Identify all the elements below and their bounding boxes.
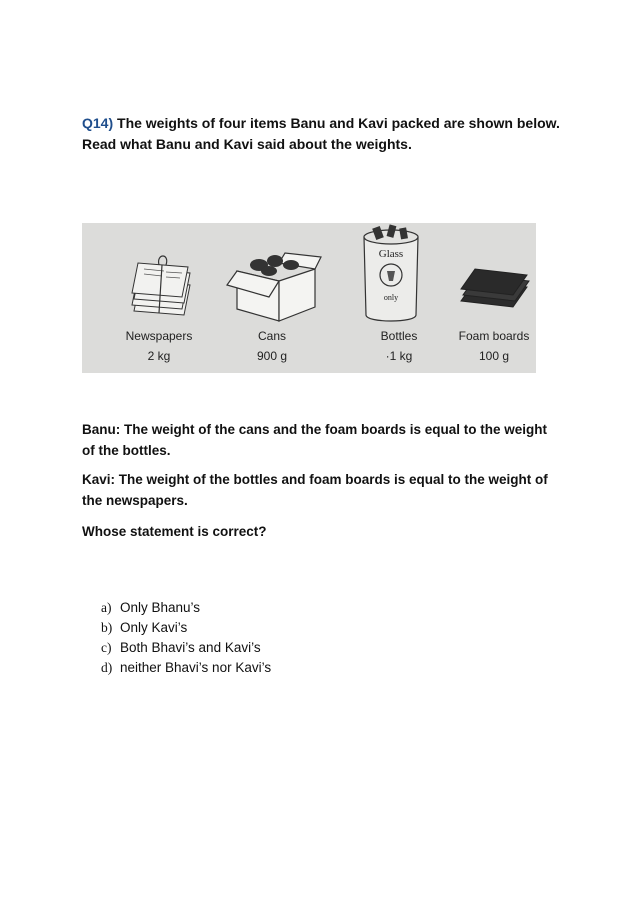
- box-of-cans-icon: [217, 223, 327, 328]
- option-c[interactable]: [101, 638, 271, 658]
- option-letter: d): [101, 660, 113, 675]
- option-letter: c): [101, 640, 112, 655]
- bin-label-bottom: only: [383, 293, 399, 302]
- option-text: Only Kavi’s: [120, 620, 188, 635]
- option-letter: b): [101, 620, 113, 635]
- option-text: Both Bhavi’s and Kavi’s: [120, 640, 261, 655]
- banu-line-2: of the bottles.: [82, 443, 171, 458]
- question-text: [82, 113, 562, 155]
- items-figure: [82, 223, 536, 373]
- kavi-statement: [82, 469, 552, 511]
- option-text: neither Bhavi’s nor Kavi’s: [120, 660, 272, 675]
- item-name: Foam boards: [458, 329, 530, 343]
- question-prompt: Whose statement is correct?: [82, 524, 267, 539]
- item-weight: ·1 kg: [385, 349, 413, 363]
- item-weight: 900 g: [256, 349, 288, 363]
- answer-options: [101, 598, 271, 678]
- question-line-1: The weights of four items Banu and Kavi packed are shown below.: [117, 115, 560, 131]
- bin-label-top: Glass: [378, 248, 404, 260]
- kavi-line-1: Kavi: The weight of the bottles and foam boards is equal to the weight of: [82, 472, 548, 487]
- option-d[interactable]: [101, 658, 271, 678]
- banu-line-1: Banu: The weight of the cans and the foam boards is equal to the weight: [82, 422, 548, 437]
- item-weight: 100 g: [478, 349, 510, 363]
- item-weight: 2 kg: [147, 349, 171, 363]
- foam-boards-icon: [439, 223, 536, 328]
- item-name: Cans: [257, 329, 286, 343]
- banu-statement: [82, 419, 552, 461]
- glass-bottle-bin-icon: [344, 223, 454, 328]
- kavi-line-2: the newspapers.: [82, 493, 188, 508]
- question-number: Q14): [82, 115, 114, 131]
- option-letter: a): [101, 600, 112, 615]
- item-bottles: [344, 223, 454, 373]
- question-line-2: Read what Banu and Kavi said about the weights.: [82, 136, 412, 152]
- item-cans: [217, 223, 327, 373]
- item-foam-boards: [439, 223, 536, 373]
- item-name: Bottles: [380, 329, 418, 343]
- newspapers-icon: [104, 223, 214, 328]
- option-a[interactable]: [101, 598, 271, 618]
- option-text: Only Bhanu’s: [120, 600, 201, 615]
- item-newspapers: [104, 223, 214, 373]
- item-name: Newspapers: [125, 329, 193, 343]
- option-b[interactable]: [101, 618, 271, 638]
